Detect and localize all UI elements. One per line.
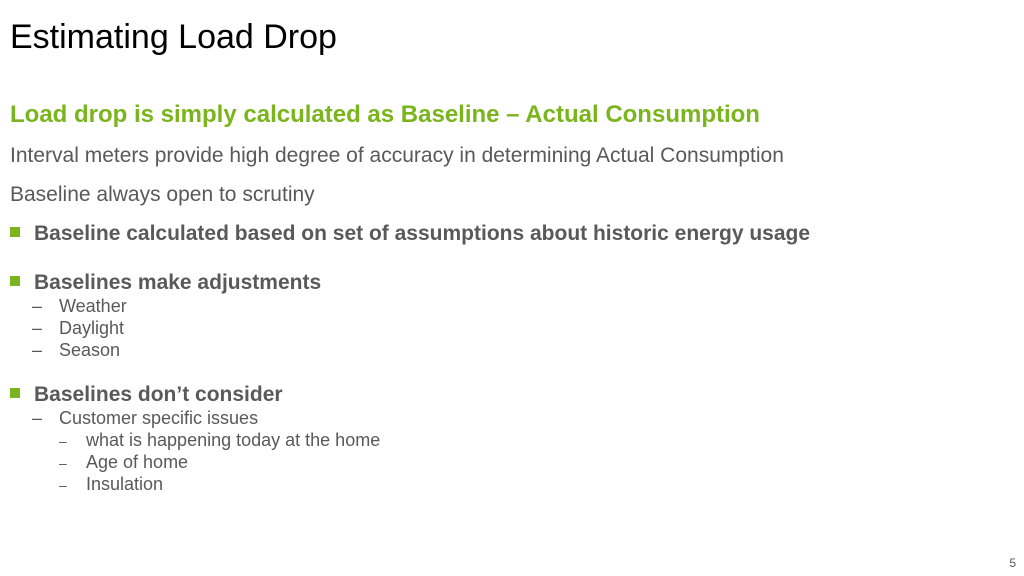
sub-item	[32, 408, 258, 429]
text-line: Interval meters provide high degree of accuracy in determining Actual Consumption	[10, 144, 784, 167]
sub-item	[32, 296, 127, 317]
page-number: 5	[1009, 556, 1016, 570]
sub-item	[32, 318, 124, 339]
dash-icon: –	[32, 296, 43, 316]
dash-icon: –	[59, 433, 67, 449]
sub-sub-item-label: what is happening today at the home	[86, 430, 381, 450]
square-bullet-icon	[10, 227, 20, 237]
sub-sub-item	[59, 474, 163, 495]
slide-title: Estimating Load Drop	[10, 18, 337, 56]
sub-sub-item	[59, 430, 380, 451]
dash-icon: –	[59, 455, 67, 471]
sub-item-label: Weather	[59, 296, 127, 316]
bullet-item	[10, 271, 321, 295]
sub-item-label: Daylight	[59, 318, 125, 338]
sub-item-label: Customer specific issues	[59, 408, 259, 428]
square-bullet-icon	[10, 388, 20, 398]
bullet-item	[10, 222, 810, 246]
dash-icon: –	[32, 318, 43, 338]
bullet-label: Baseline calculated based on set of assumptions about historic energy usage	[34, 222, 811, 245]
sub-sub-item	[59, 452, 188, 473]
sub-sub-item-label: Age of home	[86, 452, 189, 472]
bullet-label: Baselines don’t consider	[34, 383, 283, 406]
dash-icon: –	[59, 477, 67, 493]
square-bullet-icon	[10, 276, 20, 286]
headline: Load drop is simply calculated as Baseline – Actual Consumption	[10, 101, 760, 128]
dash-icon: –	[32, 340, 43, 360]
text-line: Baseline always open to scrutiny	[10, 183, 315, 206]
sub-item-label: Season	[59, 340, 121, 360]
dash-icon: –	[32, 408, 43, 428]
sub-sub-item-label: Insulation	[86, 474, 164, 494]
bullet-item	[10, 383, 283, 407]
sub-item	[32, 340, 120, 361]
bullet-label: Baselines make adjustments	[34, 271, 322, 294]
